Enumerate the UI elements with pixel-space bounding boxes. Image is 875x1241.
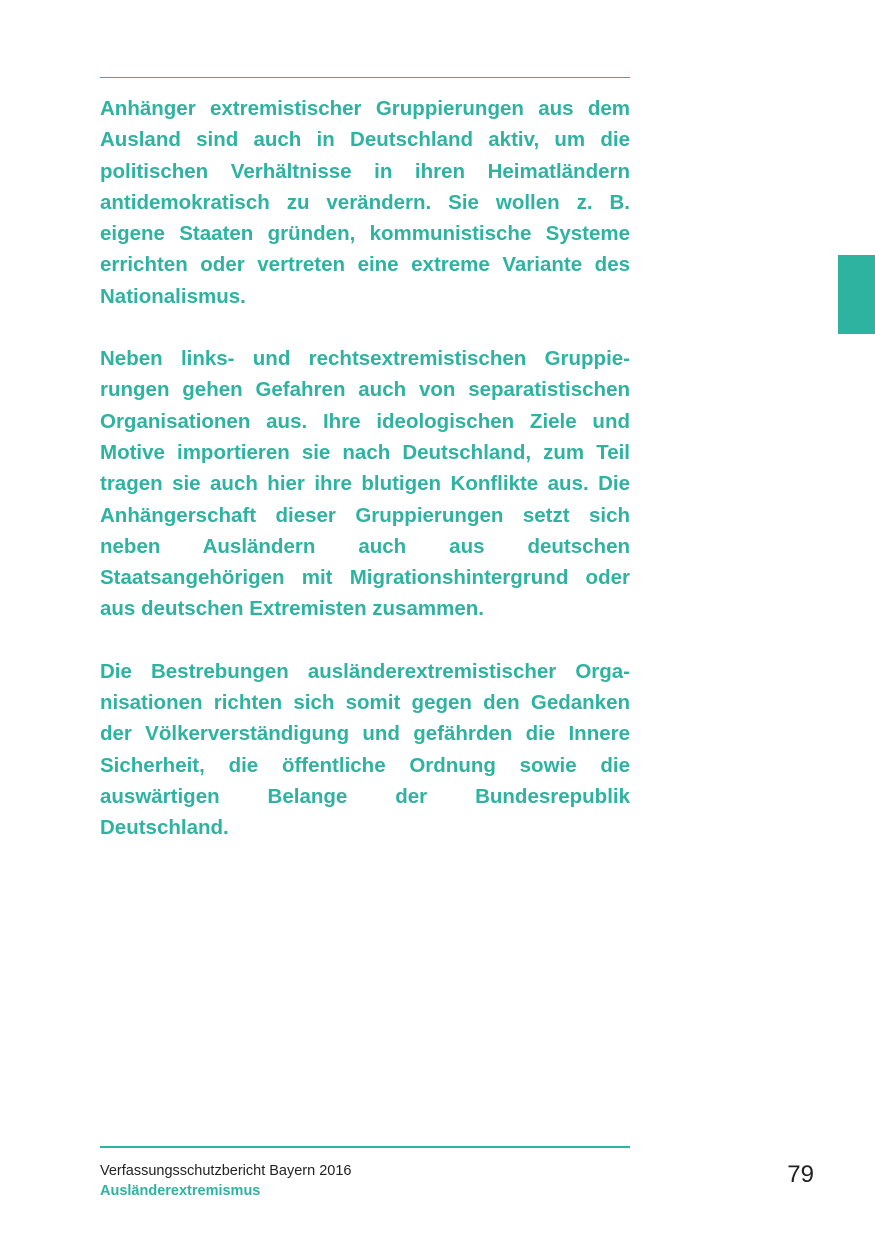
- top-divider: [100, 77, 630, 78]
- page-number: 79: [787, 1161, 814, 1188]
- chapter-tab-marker: [838, 255, 875, 334]
- footer-publication-title: Verfassungsschutzbericht Bayern 2016: [100, 1163, 352, 1179]
- bottom-divider: [100, 1146, 630, 1148]
- paragraph-separatists: Neben links- und rechtsextremistischen Gruppierungen gehen Gefahren auch von separatistischen Organisationen aus. Ihre ideologischen Ziele und Motive importieren sie nach Deutschland, zum Teil tragen sie auch hier ihre blutigen Konflikte aus. Die Anhängerschaft dieser Gruppierungen setzt sich neben Ausländern auch aus deutschen Staatsangehörigen mit Migrationshintergrund oder aus deutschen Extremisten zusammen.: [100, 347, 630, 621]
- footer-section-title: Ausländerextremismus: [100, 1183, 261, 1199]
- main-content: [100, 93, 630, 875]
- paragraph-conclusion: Die Bestrebungen ausländerextremistischer Organisationen richten sich somit gegen den Gedanken der Völkerverständigung und gefährden die Innere Sicherheit, die öffentliche Ordnung sowie die auswärtigen Belange der Bundesrepublik Deutschland.: [100, 659, 630, 840]
- paragraph-intro: Anhänger extremistischer Gruppierungen aus dem Ausland sind auch in Deutschland aktiv, um die politischen Verhältnisse in ihren Heimatländern antidemokratisch zu verändern. Sie wollen z. B. eigene Staaten gründen, kommunistische Systeme errichten oder vertreten eine extreme Variante des Nationalismus.: [100, 97, 630, 308]
